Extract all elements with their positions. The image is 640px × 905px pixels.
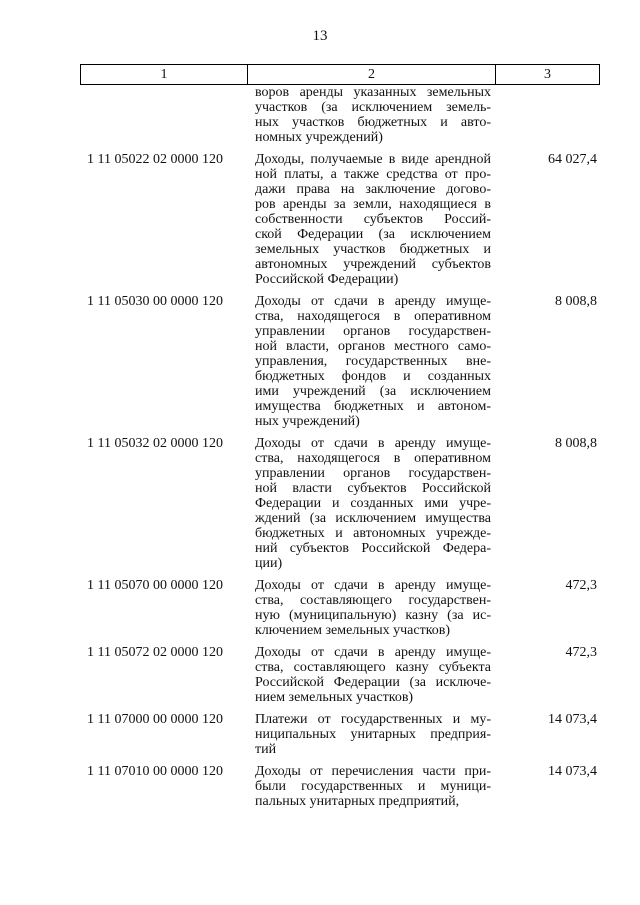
table-row	[80, 712, 600, 757]
description-line: земельных участков бюджетных и	[255, 242, 491, 257]
description-line: номных учреждений)	[255, 130, 383, 145]
description-line: управлении органов государствен-	[255, 324, 491, 339]
description-line: Доходы, получаемые в виде арендной	[255, 152, 491, 167]
description-line: Доходы от перечисления части при-	[255, 764, 491, 779]
description-line: Платежи от государственных и му-	[255, 712, 491, 727]
header-col-1: 1	[81, 65, 248, 84]
header-col-3: 3	[544, 66, 551, 82]
table-row	[80, 764, 600, 809]
row-code: 1 11 07000 00 0000 120	[87, 712, 223, 727]
description-line: ства, составляющего государствен-	[255, 593, 491, 608]
row-amount: 64 027,4	[548, 152, 597, 167]
table-row	[80, 436, 600, 571]
description-line: ждений (за исключением имущества	[255, 511, 491, 526]
description-line: дажи права на заключение догово-	[255, 182, 491, 197]
row-description	[247, 578, 495, 638]
row-code: 1 11 07010 00 0000 120	[87, 764, 223, 779]
description-line: ной власти субъектов Российской	[255, 481, 491, 496]
row-amount: 472,3	[565, 578, 597, 593]
description-line: тий	[255, 742, 277, 757]
row-amount: 8 008,8	[555, 436, 597, 451]
row-amount: 14 073,4	[548, 764, 597, 779]
row-description	[247, 764, 495, 809]
description-line: были государственных и муници-	[255, 779, 491, 794]
row-description	[247, 436, 495, 571]
table-row	[80, 578, 600, 638]
description-line: ную (муниципальную) казну (за ис-	[255, 608, 491, 623]
description-line: нием земельных участков)	[255, 690, 414, 705]
row-amount: 472,3	[565, 645, 597, 660]
description-line: участков (за исключением земель-	[255, 100, 491, 115]
description-line: воров аренды указанных земельных	[255, 85, 491, 100]
description-line: ной платы, а также средства от про-	[255, 167, 491, 182]
header-col-2: 2	[248, 65, 496, 84]
row-amount: 14 073,4	[548, 712, 597, 727]
description-line: Российской Федерации (за исключе-	[255, 675, 491, 690]
row-amount: 8 008,8	[555, 294, 597, 309]
description-line: ства, находящегося в оперативном	[255, 309, 491, 324]
table-header	[80, 64, 600, 85]
description-line: управления, государственных вне-	[255, 354, 491, 369]
table-body	[80, 85, 600, 809]
description-line: ниципальных унитарных предприя-	[255, 727, 491, 742]
description-line: Доходы от сдачи в аренду имуще-	[255, 578, 491, 593]
description-line: ров аренды за земли, находящиеся в	[255, 197, 491, 212]
table-row	[80, 294, 600, 429]
description-line: ской Федерации (за исключением	[255, 227, 491, 242]
revenue-table	[80, 64, 600, 809]
row-description	[247, 152, 495, 287]
row-code: 1 11 05030 00 0000 120	[87, 294, 223, 309]
description-line: ных участков бюджетных и авто-	[255, 115, 491, 130]
description-line: управлении органов государствен-	[255, 466, 491, 481]
table-row	[80, 152, 600, 287]
description-line: Доходы от сдачи в аренду имуще-	[255, 436, 491, 451]
description-line: Российской Федерации)	[255, 272, 399, 287]
description-line: ства, составляющего казну субъекта	[255, 660, 491, 675]
row-code: 1 11 05070 00 0000 120	[87, 578, 223, 593]
description-line: имущества бюджетных и автоном-	[255, 399, 491, 414]
description-line: собственности субъектов Россий-	[255, 212, 491, 227]
description-line: ими учреждений (за исключением	[255, 384, 491, 399]
description-line: Доходы от сдачи в аренду имуще-	[255, 645, 491, 660]
description-line: ключением земельных участков)	[255, 623, 451, 638]
description-line: автономных учреждений субъектов	[255, 257, 491, 272]
description-line: ных учреждений)	[255, 414, 360, 429]
table-row	[80, 645, 600, 705]
row-code: 1 11 05072 02 0000 120	[87, 645, 223, 660]
description-line: бюджетных и автономных учрежде-	[255, 526, 491, 541]
description-line: Федерации и созданных ими учре-	[255, 496, 491, 511]
description-line: ции)	[255, 556, 283, 571]
row-code: 1 11 05032 02 0000 120	[87, 436, 223, 451]
description-line: ства, находящегося в оперативном	[255, 451, 491, 466]
row-description	[247, 712, 495, 757]
row-code: 1 11 05022 02 0000 120	[87, 152, 223, 167]
description-line: ной власти, органов местного само-	[255, 339, 491, 354]
row-description	[247, 294, 495, 429]
row-code	[80, 85, 247, 145]
description-line: Доходы от сдачи в аренду имуще-	[255, 294, 491, 309]
description-line: пальных унитарных предприятий,	[255, 794, 460, 809]
page-number: 13	[312, 28, 328, 44]
description-line: ний субъектов Российской Федера-	[255, 541, 491, 556]
description-line: бюджетных фондов и созданных	[255, 369, 491, 384]
row-amount	[495, 85, 600, 145]
row-description	[247, 85, 495, 145]
row-description	[247, 645, 495, 705]
table-row	[80, 85, 600, 145]
